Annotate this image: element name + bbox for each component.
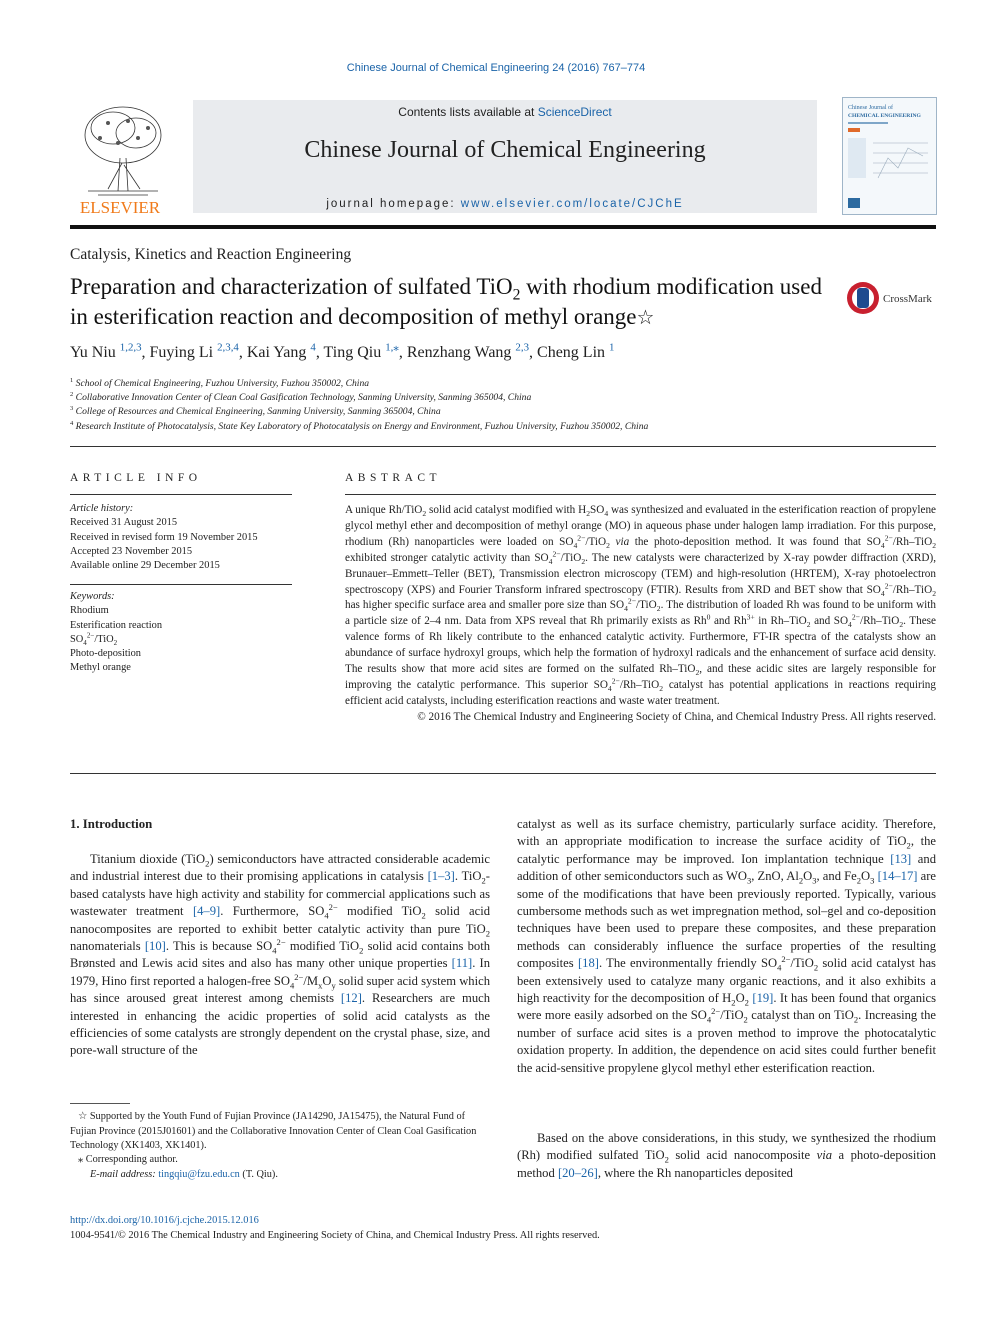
journal-homepage: journal homepage: www.elsevier.com/locate/CJChE: [326, 198, 684, 210]
citation-link[interactable]: [20–26]: [557, 1165, 598, 1180]
doi-link[interactable]: http://dx.doi.org/10.1016/j.cjche.2015.12.016: [70, 1215, 259, 1226]
intro-heading: 1. Introduction: [70, 817, 153, 831]
article-info-heading: ARTICLE INFO: [70, 472, 202, 484]
journal-citation[interactable]: Chinese Journal of Chemical Engineering 24 (2016) 767–774: [346, 62, 646, 74]
abstract-end-rule: [70, 773, 936, 774]
homepage-link[interactable]: www.elsevier.com/locate/CJChE: [460, 198, 684, 210]
intro-paragraph-2: Based on the above considerations, in this study, we synthesized the rhodium (Rh) modified sulfated TiO$_2$ solid acid nanocomposite via a photo-deposition method [20–26], where the Rh nanoparticles deposited: [517, 1131, 936, 1180]
issn-copyright: 1004-9541/© 2016 The Chemical Industry and Engineering Society of China, and Chemical Industry Press. All rights reserved.: [70, 1230, 600, 1241]
intro-paragraph-1-cont: catalyst as well as its surface chemistry, particularly surface acidity. Therefore, with an appropriate modification to increase the surface acidity of TiO$_2$, the catalytic performance may be improved. Ion implantation technique [13] and addition of other semiconductors such as $WO_3$, ZnO, $Al_2O_3$, and $Fe_2O_3$ [14–17] are some of the modifications that have been previously reported. Typically, various cumbersome methods such as wet impregnation method, sol–gel and co-deposition techniques have been used to prepare these composites, and these preparation methods can considerably influence the surface properties of the resulting composites [18]. The environmentally friendly $SO_4^{2-}/TiO_2$ solid acid catalyst has been extensively used to catalyze many organic reactions, and it also exhibits a high reactivity for the decomposition of $H_2O_2$ [19]. It has been found that organics were more easily adsorbed on the $SO_4^{2-}/TiO_2$ catalyst than on TiO$_2$. Increasing the number of surface acid sites is a proven method to improve the photocatalytic oxidation property. In addition, the dependence on acid sites could further benefit the acid-sensitive propylene glycol methyl ether esterification reaction.: [517, 817, 937, 1075]
affiliation-rule: [70, 446, 936, 447]
affiliation: $^2$ Collaborative Innovation Center of Clean Coal Gasification Technology, Sanming University, Sanming 365004, China: [70, 390, 532, 403]
abstract-copyright: © 2016 The Chemical Industry and Engineering Society of China, and Chemical Industry Press. All rights reserved.: [417, 710, 936, 723]
affiliation: $^4$ Research Institute of Photocatalysis, State Key Laboratory of Photocatalysis on Energy and Environment, Fuzhou University, Fuzhou 350002, China: [70, 419, 649, 432]
citation-link[interactable]: [12]: [340, 991, 362, 1006]
sciencedirect-link[interactable]: ScienceDirect: [537, 105, 612, 119]
email-footnote: E-mail address: tingqiu@fzu.edu.cn (T. Qiu).: [90, 1169, 278, 1180]
citation-link[interactable]: [1–3]: [427, 869, 455, 884]
citation-link[interactable]: [18]: [577, 956, 599, 971]
crossmark-label: CrossMark: [883, 293, 932, 305]
svg-text:Chinese Journal of: Chinese Journal of: [848, 105, 893, 111]
funding-footnote: ☆ Supported by the Youth Fund of Fujian Province (JA14290, JA15475), the Natural Fund of Fujian Province (2015J01601) and the Collaborative Innovation Center of Clean Coal Gasification Technology (XK1403, XK1401).: [70, 1111, 477, 1151]
affiliation: $^3$ College of Resources and Chemical Engineering, Sanming University, Sanming 365004, China: [70, 404, 441, 417]
author-list: Yu Niu $^{1,2,3}$, Fuying Li $^{2,3,4}$, Kai Yang $^4$, Ting Qiu $^{1,⁎}$, Renzhang Wang $^{2,3}$, Cheng Lin $^1$: [70, 341, 615, 361]
article-history: Article history: Received 31 August 2015 Received in revised form 19 November 2015 Accepted 23 November 2015 Available online 29 December 2015: [70, 503, 258, 572]
journal-title: Chinese Journal of Chemical Engineering: [304, 137, 706, 163]
abstract-heading: ABSTRACT: [345, 472, 442, 484]
corresponding-footnote: ⁎ Corresponding author.: [78, 1154, 178, 1165]
journal-cover-thumbnail[interactable]: [842, 97, 937, 215]
citation-link[interactable]: [13]: [890, 851, 912, 866]
intro-paragraph-1: Titanium dioxide (TiO$_2$) semiconductors have attracted considerable academic and industrial interest due to their promising applications in catalysis [1–3]. TiO$_2$-based catalysts have high activity and stability for commercial applications such as wastewater treatment [4–9]. Furthermore, $SO_4^{2-}$ modified TiO$_2$ solid acid nanocomposites are reported to exhibit better catalytic activity than pure TiO$_2$ nanomaterials [10]. This is because $SO_4^{2-}$ modified TiO$_2$ solid acid contains both Brønsted and Lewis acid sites and also has many other unique properties [11]. In 1979, Hino first reported a halogen-free $SO_4^{2-}/M_xO_y$ solid super acid system which has since aroused great interest among chemists [12]. Researchers are much interested in enhancing the acidic properties of solid acid catalysts as the efficiencies of some catalysts are strongly dependent on the crystal phase, size, and pore-wall structure of the: [70, 852, 491, 1058]
contents-line: Contents lists available at ScienceDirect: [398, 105, 612, 119]
elsevier-logo: [68, 103, 173, 215]
crossmark-badge[interactable]: [845, 280, 940, 316]
publisher-name: ELSEVIER: [79, 198, 161, 215]
citation-link[interactable]: [14–17]: [877, 869, 918, 884]
affiliation: $^1$ School of Chemical Engineering, Fuzhou University, Fuzhou 350002, China: [70, 376, 370, 389]
info-rule: [70, 584, 292, 585]
svg-text:CHEMICAL ENGINEERING: CHEMICAL ENGINEERING: [848, 113, 921, 119]
citation-link[interactable]: [10]: [144, 939, 166, 954]
article-section: Catalysis, Kinetics and Reaction Engineering: [70, 246, 352, 263]
citation-link[interactable]: [4–9]: [192, 904, 221, 919]
footnote-rule: [70, 1103, 130, 1104]
abstract-body: A unique Rh/TiO$_2$ solid acid catalyst modified with $H_2SO_4$ was synthesized and evaluated in the esterification reaction of propylene glycol methyl ether and decomposition of methyl orange (MO) in aqueous phase under halogen lamp irradiation. For this purpose, rhodium (Rh) nanoparticles were loaded on $SO_4^{2-}/TiO_2$ via the photo-deposition method. It was found that $SO_4^{2-}/Rh-TiO_2$ exhibited stronger catalytic activity than $SO_4^{2-}/TiO_2$. The new catalysts were characterized by X-ray powder diffraction (XRD), Brunauer–Emmett–Teller (BET), Transmission electron microscopy (TEM) and high-resolution (HRTEM), X-ray photoelectron spectroscopy (XPS) and Fourier Transform infrared spectroscopy (FTIR). Results from XRD and BET show that $SO_4^{2-}/Rh-TiO_2$ has higher specific surface area and smaller pore size than $SO_4^{2-}/TiO_2$. The distribution of loaded Rh was found to be uniform with a particle size of 2–4 nm. Data from XPS reveal that Rh primarily exists as Rh$^0$ and $Rh^{3+}$ in Rh–TiO$_2$ and $SO_4^{2-}/Rh-TiO_2$. These valence forms of Rh likely contribute to the enhanced catalytic activity. Furthermore, FT-IR spectra of the catalysts show an abundance of surface hydroxyl groups, which help the formation of hydroxyl radicals and the enhancement of surface acid density. The results show that more acid sites are formed on the sulfated Rh–TiO$_2$, and these acidic sites are largely responsible for improving the catalytic performance. This superior $SO_4^{2-}/Rh-TiO_2$ catalyst has potential applications in reactions requiring efficient acid catalysts, including esterification reactions and waste water treatment. © 2016 The Chemical Industry and Engineering Society of China, and Chemical Industry Press. All rights reserved.: [345, 503, 936, 726]
keywords: Keywords: Rhodium Esterification reaction $SO_4^{2-}/TiO_2$ Photo-deposition Methyl orange: [70, 591, 163, 674]
citation-link[interactable]: [11]: [451, 956, 473, 971]
header-rule: [70, 225, 936, 229]
email-link[interactable]: tingqiu@fzu.edu.cn: [158, 1169, 240, 1180]
article-title: Preparation and characterization of sulfated TiO$_2$ with rhodium modification used in esterification reaction and decomposition of methyl orange☆: [70, 274, 822, 329]
abstract-rule: [345, 494, 936, 495]
citation-link[interactable]: [19]: [752, 991, 774, 1006]
info-rule: [70, 494, 292, 495]
